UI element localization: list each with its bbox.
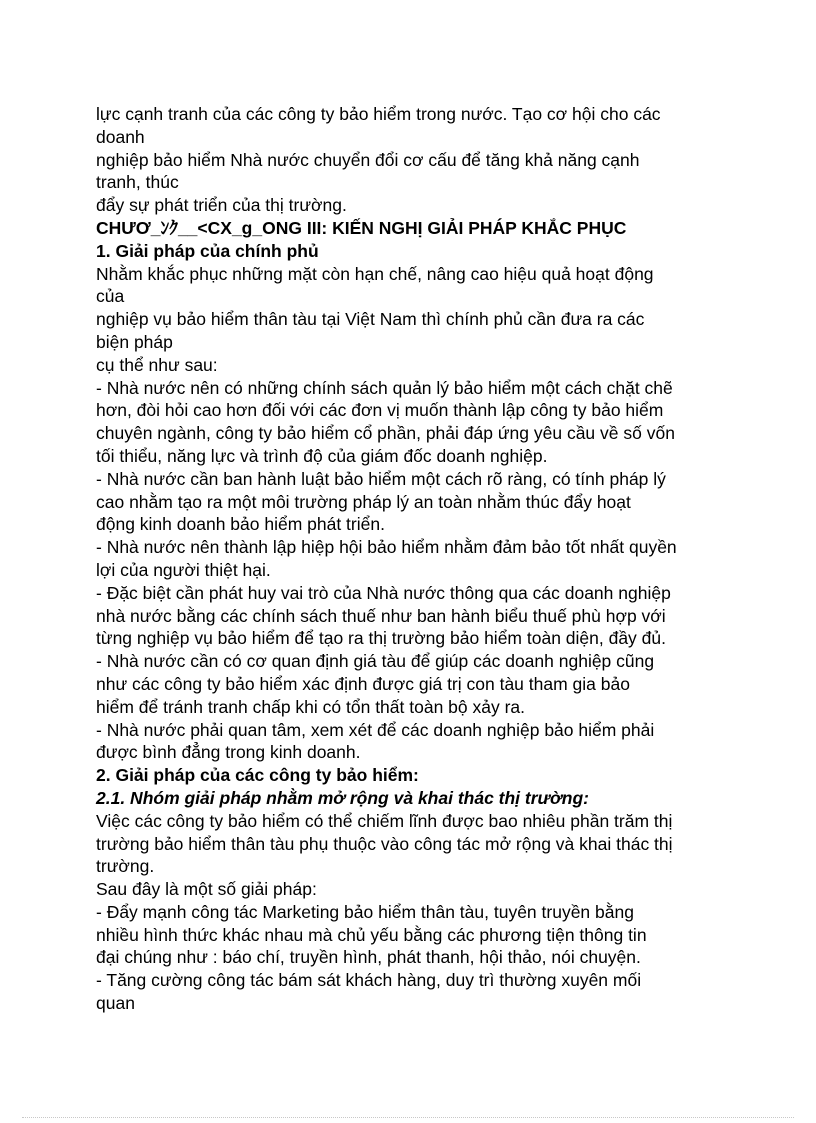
text-line: nhiều hình thức khác nhau mà chủ yếu bằng các phương tiện thông tin (96, 924, 647, 945)
text-line: nghiệp bảo hiểm Nhà nước chuyển đổi cơ cấu để tăng khả năng cạnh (96, 149, 640, 170)
text-line: như các công ty bảo hiểm xác định được giá trị con tàu tham gia bảo (96, 673, 630, 694)
text-line: đẩy sự phát triển của thị trường. (96, 195, 347, 216)
text-line: - Nhà nước cần ban hành luật bảo hiểm một cách rõ ràng, có tính pháp lý (96, 468, 666, 489)
page-bottom-border (22, 1117, 794, 1118)
heading-line: 2.1. Nhóm giải pháp nhằm mở rộng và khai thác thị trường: (96, 787, 589, 808)
text-line: nhà nước bằng các chính sách thuế như ban hành biểu thuế phù hợp với (96, 605, 666, 626)
text-line: hơn, đòi hỏi cao hơn đối với các đơn vị muốn thành lập công ty bảo hiểm (96, 400, 664, 421)
heading-line: CHƯƠ_ﾝｸ__<CX_g_ONG III: KIẾN NGHỊ GIẢI PHÁP KHẮC PHỤC (96, 217, 627, 238)
text-line: - Nhà nước cần có cơ quan định giá tàu để giúp các doanh nghiệp cũng (96, 651, 655, 672)
text-line: trường. (96, 856, 155, 877)
text-line: quan (96, 993, 135, 1014)
text-line: - Nhà nước nên có những chính sách quản lý bảo hiểm một cách chặt chẽ (96, 377, 673, 398)
text-line: cụ thể như sau: (96, 354, 218, 375)
text-line: biện pháp (96, 331, 173, 352)
text-line: hiểm để tránh tranh chấp khi có tổn thất toàn bộ xảy ra. (96, 696, 526, 717)
heading-line: 1. Giải pháp của chính phủ (96, 240, 319, 261)
text-line: - Đặc biệt cần phát huy vai trò của Nhà nước thông qua các doanh nghiệp (96, 582, 671, 603)
text-line: Việc các công ty bảo hiểm có thể chiếm lĩnh được bao nhiêu phần trăm thị (96, 810, 673, 831)
text-line: cao nhằm tạo ra một môi trường pháp lý an toàn nhằm thúc đẩy hoạt (96, 491, 631, 512)
text-line: trường bảo hiểm thân tàu phụ thuộc vào công tác mở rộng và khai thác thị (96, 833, 673, 854)
text-line: lợi của người thiệt hại. (96, 559, 271, 580)
text-line: - Tăng cường công tác bám sát khách hàng, duy trì thường xuyên mối (96, 970, 642, 991)
text-line: động kinh doanh bảo hiểm phát triển. (96, 514, 385, 535)
document-body (96, 103, 722, 1015)
text-line: được bình đẳng trong kinh doanh. (96, 742, 361, 763)
text-line: - Nhà nước phải quan tâm, xem xét để các doanh nghiệp bảo hiểm phải (96, 719, 655, 740)
text-line: doanh (96, 126, 145, 147)
text-line: Sau đây là một số giải pháp: (96, 879, 317, 900)
text-line: chuyên ngành, công ty bảo hiểm cổ phần, phải đáp ứng yêu cầu về số vốn (96, 423, 675, 444)
heading-line: 2. Giải pháp của các công ty bảo hiểm: (96, 765, 419, 786)
text-line: tối thiểu, năng lực và trình độ của giám đốc doanh nghiệp. (96, 445, 548, 466)
text-line: tranh, thúc (96, 172, 179, 193)
text-line: nghiệp vụ bảo hiểm thân tàu tại Việt Nam thì chính phủ cần đưa ra các (96, 309, 645, 330)
text-line: - Đẩy mạnh công tác Marketing bảo hiểm thân tàu, tuyên truyền bằng (96, 901, 634, 922)
text-line: lực cạnh tranh của các công ty bảo hiểm trong nước. Tạo cơ hội cho các (96, 104, 661, 124)
text-line: của (96, 286, 125, 307)
text-line: đại chúng như : báo chí, truyền hình, phát thanh, hội thảo, nói chuyện. (96, 947, 641, 968)
text-line: từng nghiệp vụ bảo hiểm để tạo ra thị trường bảo hiểm toàn diện, đầy đủ. (96, 628, 666, 649)
text-line: Nhằm khắc phục những mặt còn hạn chế, nâng cao hiệu quả hoạt động (96, 263, 654, 284)
text-line: - Nhà nước nên thành lập hiệp hội bảo hiểm nhằm đảm bảo tốt nhất quyền (96, 537, 677, 558)
